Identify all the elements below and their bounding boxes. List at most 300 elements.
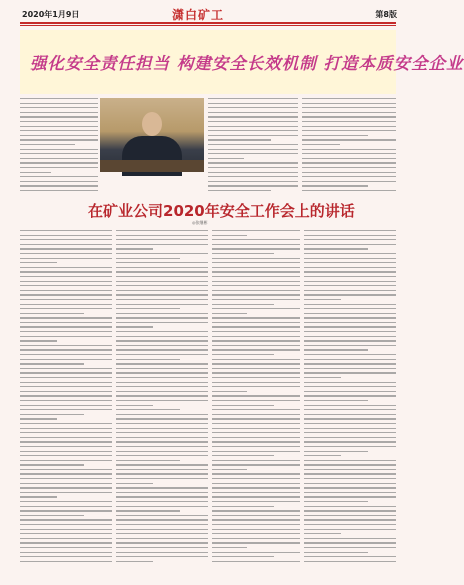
- text-line: [212, 418, 300, 419]
- text-line: [304, 446, 396, 447]
- text-line: [208, 176, 298, 177]
- text-line: [20, 432, 112, 433]
- photo-desk: [100, 160, 204, 172]
- text-line: [304, 382, 396, 383]
- text-line: [304, 515, 396, 516]
- text-line: [304, 478, 396, 479]
- text-line: [304, 244, 396, 245]
- text-line: [212, 469, 247, 470]
- text-line: [20, 359, 112, 360]
- text-line: [212, 386, 300, 387]
- text-line: [208, 158, 244, 159]
- text-line: [116, 446, 208, 447]
- text-line: [304, 409, 396, 410]
- text-line: [304, 455, 341, 456]
- text-line: [20, 414, 84, 415]
- text-line: [212, 400, 300, 401]
- text-line: [116, 308, 180, 309]
- text-line: [20, 304, 112, 305]
- text-line: [208, 130, 298, 131]
- text-line: [116, 294, 208, 295]
- text-line: [20, 103, 98, 104]
- text-line: [212, 414, 300, 415]
- text-line: [212, 446, 300, 447]
- slogan-banner: [20, 30, 464, 94]
- text-line: [116, 349, 208, 350]
- text-line: [212, 276, 300, 277]
- text-line: [212, 244, 300, 245]
- text-line: [116, 538, 208, 539]
- text-line: [116, 299, 208, 300]
- text-line: [212, 349, 300, 350]
- text-line: [212, 239, 300, 240]
- text-line: [304, 432, 396, 433]
- text-line: [208, 167, 298, 168]
- text-line: [304, 313, 396, 314]
- text-line: [304, 428, 396, 429]
- text-line: [20, 258, 112, 259]
- text-line: [20, 409, 112, 410]
- text-line: [304, 267, 396, 268]
- body-column-4: [304, 230, 396, 570]
- text-line: [20, 331, 112, 332]
- text-line: [304, 395, 396, 396]
- text-line: [304, 349, 368, 350]
- text-line: [116, 469, 208, 470]
- text-line: [20, 253, 112, 254]
- text-line: [208, 135, 298, 136]
- text-line: [304, 556, 396, 557]
- text-line: [212, 230, 300, 231]
- text-line: [20, 519, 112, 520]
- text-line: [20, 437, 112, 438]
- text-line: [20, 248, 112, 249]
- text-line: [116, 253, 208, 254]
- text-line: [212, 464, 300, 465]
- text-line: [20, 121, 98, 122]
- text-line: [116, 556, 208, 557]
- text-line: [208, 181, 298, 182]
- text-line: [116, 304, 208, 305]
- text-line: [116, 428, 208, 429]
- text-line: [20, 130, 98, 131]
- text-line: [20, 492, 112, 493]
- text-line: [20, 501, 112, 502]
- text-line: [304, 345, 396, 346]
- text-line: [304, 400, 368, 401]
- text-line: [20, 487, 112, 488]
- text-line: [116, 331, 208, 332]
- text-line: [302, 149, 396, 150]
- text-line: [212, 377, 300, 378]
- text-line: [212, 395, 300, 396]
- text-line: [304, 464, 396, 465]
- text-line: [302, 130, 396, 131]
- text-line: [208, 116, 298, 117]
- text-line: [20, 418, 57, 419]
- text-line: [302, 139, 396, 140]
- text-line: [20, 181, 98, 182]
- text-line: [20, 441, 112, 442]
- text-line: [20, 336, 112, 337]
- text-line: [212, 441, 300, 442]
- text-line: [20, 172, 51, 173]
- text-line: [20, 483, 112, 484]
- text-line: [20, 552, 112, 553]
- text-line: [302, 126, 396, 127]
- text-line: [116, 359, 180, 360]
- text-line: [302, 167, 396, 168]
- text-line: [20, 290, 112, 291]
- text-line: [304, 331, 396, 332]
- text-line: [208, 153, 298, 154]
- text-line: [116, 414, 208, 415]
- text-line: [212, 326, 300, 327]
- text-line: [20, 176, 98, 177]
- text-line: [302, 190, 396, 191]
- text-line: [304, 248, 368, 249]
- text-line: [20, 230, 112, 231]
- text-line: [116, 244, 208, 245]
- text-line: [304, 326, 396, 327]
- text-line: [20, 496, 57, 497]
- text-line: [302, 158, 396, 159]
- text-line: [116, 391, 208, 392]
- text-line: [116, 524, 208, 525]
- text-line: [20, 112, 98, 113]
- text-line: [20, 135, 98, 136]
- text-line: [304, 253, 396, 254]
- text-line: [208, 126, 298, 127]
- text-line: [304, 460, 396, 461]
- text-line: [20, 460, 112, 461]
- text-line: [304, 377, 341, 378]
- text-line: [20, 294, 112, 295]
- text-line: [304, 418, 396, 419]
- text-line: [212, 290, 300, 291]
- text-line: [304, 538, 396, 539]
- text-line: [20, 281, 112, 282]
- right-column-top-b: [302, 98, 396, 196]
- text-line: [20, 377, 112, 378]
- text-line: [20, 478, 112, 479]
- text-line: [116, 271, 208, 272]
- text-line: [20, 235, 112, 236]
- text-line: [212, 368, 300, 369]
- text-line: [20, 506, 112, 507]
- text-line: [212, 529, 300, 530]
- text-line: [212, 382, 300, 383]
- text-line: [20, 395, 112, 396]
- text-line: [304, 483, 396, 484]
- text-line: [20, 464, 84, 465]
- text-line: [304, 496, 396, 497]
- text-line: [20, 317, 112, 318]
- text-line: [302, 153, 396, 154]
- text-line: [304, 391, 396, 392]
- text-line: [304, 487, 396, 488]
- text-line: [116, 317, 208, 318]
- text-line: [302, 172, 396, 173]
- text-line: [20, 363, 84, 364]
- text-line: [20, 144, 75, 145]
- text-line: [116, 533, 208, 534]
- text-line: [20, 372, 112, 373]
- text-line: [212, 322, 300, 323]
- text-line: [116, 372, 208, 373]
- text-line: [20, 428, 112, 429]
- text-line: [20, 542, 112, 543]
- text-line: [304, 451, 368, 452]
- text-line: [208, 107, 298, 108]
- text-line: [116, 354, 208, 355]
- text-line: [20, 455, 112, 456]
- text-line: [208, 112, 298, 113]
- text-line: [116, 363, 208, 364]
- text-line: [20, 515, 84, 516]
- text-line: [302, 135, 368, 136]
- text-line: [20, 116, 98, 117]
- text-line: [212, 506, 274, 507]
- text-line: [20, 107, 98, 108]
- text-line: [212, 538, 300, 539]
- text-line: [20, 167, 98, 168]
- text-line: [20, 391, 112, 392]
- text-line: [208, 162, 298, 163]
- newspaper-masthead: 潇白矿工: [172, 8, 225, 22]
- text-line: [20, 538, 112, 539]
- text-line: [20, 190, 98, 191]
- text-line: [212, 340, 300, 341]
- text-line: [208, 185, 298, 186]
- text-line: [212, 510, 300, 511]
- text-line: [212, 432, 300, 433]
- text-line: [302, 98, 396, 99]
- text-line: [304, 271, 396, 272]
- text-line: [304, 547, 396, 548]
- text-line: [302, 112, 396, 113]
- text-line: [302, 176, 396, 177]
- text-line: [212, 556, 274, 557]
- text-line: [116, 423, 208, 424]
- text-line: [212, 262, 300, 263]
- text-line: [116, 267, 208, 268]
- text-line: [304, 437, 396, 438]
- text-line: [304, 276, 396, 277]
- text-line: [116, 326, 153, 327]
- body-column-3: [212, 230, 300, 570]
- text-line: [116, 400, 208, 401]
- text-line: [304, 262, 396, 263]
- text-line: [20, 345, 112, 346]
- text-line: [116, 437, 208, 438]
- text-line: [20, 126, 98, 127]
- text-line: [116, 368, 208, 369]
- text-line: [304, 299, 341, 300]
- slogan-text: 强化安全责任担当 构建安全长效机制 打造本质安全企业: [30, 54, 464, 73]
- text-line: [116, 230, 208, 231]
- text-line: [20, 271, 112, 272]
- text-line: [116, 492, 208, 493]
- text-line: [116, 235, 208, 236]
- header-rule-thin: [20, 25, 396, 26]
- body-column-2: [116, 230, 208, 570]
- text-line: [116, 340, 208, 341]
- text-line: [212, 359, 300, 360]
- text-line: [304, 561, 396, 562]
- text-line: [20, 382, 112, 383]
- article-byline: ◎张继彬: [192, 220, 208, 225]
- text-line: [20, 322, 112, 323]
- text-line: [116, 519, 208, 520]
- text-line: [304, 506, 396, 507]
- text-line: [212, 455, 274, 456]
- article-headline: 在矿业公司2020年安全工作会上的讲话: [88, 202, 355, 220]
- text-line: [20, 473, 112, 474]
- text-line: [212, 372, 300, 373]
- text-line: [304, 423, 396, 424]
- text-line: [212, 437, 300, 438]
- text-line: [304, 235, 396, 236]
- text-line: [116, 409, 180, 410]
- text-line: [212, 308, 300, 309]
- text-line: [20, 423, 112, 424]
- text-line: [116, 515, 208, 516]
- text-line: [212, 478, 300, 479]
- text-line: [304, 386, 396, 387]
- text-line: [212, 547, 247, 548]
- text-line: [208, 98, 298, 99]
- text-line: [116, 248, 153, 249]
- text-line: [20, 299, 112, 300]
- text-line: [116, 542, 208, 543]
- text-line: [20, 262, 57, 263]
- text-line: [302, 107, 396, 108]
- text-line: [212, 561, 300, 562]
- text-line: [212, 345, 300, 346]
- text-line: [116, 395, 208, 396]
- text-line: [304, 533, 341, 534]
- text-line: [116, 506, 208, 507]
- text-line: [304, 510, 396, 511]
- text-line: [208, 121, 298, 122]
- text-line: [20, 405, 112, 406]
- text-line: [116, 418, 208, 419]
- text-line: [20, 239, 112, 240]
- text-line: [304, 368, 396, 369]
- text-line: [116, 460, 180, 461]
- text-line: [116, 510, 180, 511]
- text-line: [208, 103, 298, 104]
- text-line: [212, 542, 300, 543]
- text-line: [212, 515, 300, 516]
- left-column-top: [20, 98, 98, 198]
- text-line: [116, 552, 208, 553]
- text-line: [212, 304, 274, 305]
- text-line: [116, 239, 208, 240]
- text-line: [212, 552, 300, 553]
- text-line: [116, 478, 208, 479]
- text-line: [212, 405, 274, 406]
- text-line: [20, 139, 98, 140]
- text-line: [304, 552, 368, 553]
- text-line: [20, 162, 98, 163]
- text-line: [208, 190, 271, 191]
- text-line: [20, 313, 84, 314]
- text-line: [212, 460, 300, 461]
- page-number: 第8版: [375, 10, 397, 19]
- text-line: [212, 281, 300, 282]
- text-line: [116, 377, 208, 378]
- text-line: [208, 149, 298, 150]
- text-line: [20, 533, 112, 534]
- text-line: [304, 304, 396, 305]
- text-line: [116, 405, 153, 406]
- text-line: [20, 561, 112, 562]
- text-line: [212, 271, 300, 272]
- text-line: [20, 386, 112, 387]
- text-line: [304, 469, 396, 470]
- text-line: [116, 483, 153, 484]
- text-line: [20, 368, 112, 369]
- text-line: [116, 290, 208, 291]
- text-line: [304, 529, 396, 530]
- text-line: [304, 336, 396, 337]
- text-line: [304, 354, 396, 355]
- text-line: [304, 258, 396, 259]
- text-line: [20, 354, 112, 355]
- text-line: [20, 149, 98, 150]
- text-line: [20, 446, 112, 447]
- text-line: [116, 382, 208, 383]
- text-line: [20, 524, 112, 525]
- text-line: [304, 230, 396, 231]
- text-line: [302, 185, 368, 186]
- text-line: [304, 308, 396, 309]
- text-line: [212, 336, 300, 337]
- text-line: [304, 294, 396, 295]
- text-line: [116, 487, 208, 488]
- text-line: [304, 473, 396, 474]
- text-line: [212, 285, 300, 286]
- text-line: [212, 299, 300, 300]
- text-line: [212, 331, 300, 332]
- text-line: [20, 98, 98, 99]
- text-line: [20, 285, 112, 286]
- text-line: [212, 313, 247, 314]
- text-line: [116, 529, 208, 530]
- text-line: [302, 144, 340, 145]
- text-line: [116, 386, 208, 387]
- text-line: [304, 492, 396, 493]
- text-line: [116, 313, 208, 314]
- right-column-top-a: [208, 98, 298, 196]
- text-line: [304, 239, 396, 240]
- text-line: [116, 501, 208, 502]
- text-line: [212, 317, 300, 318]
- text-line: [116, 464, 208, 465]
- text-line: [116, 285, 208, 286]
- text-line: [20, 547, 112, 548]
- text-line: [20, 158, 98, 159]
- text-line: [116, 262, 208, 263]
- text-line: [212, 492, 300, 493]
- text-line: [304, 405, 396, 406]
- text-line: [212, 391, 247, 392]
- text-line: [212, 363, 300, 364]
- text-line: [212, 294, 300, 295]
- text-line: [116, 258, 180, 259]
